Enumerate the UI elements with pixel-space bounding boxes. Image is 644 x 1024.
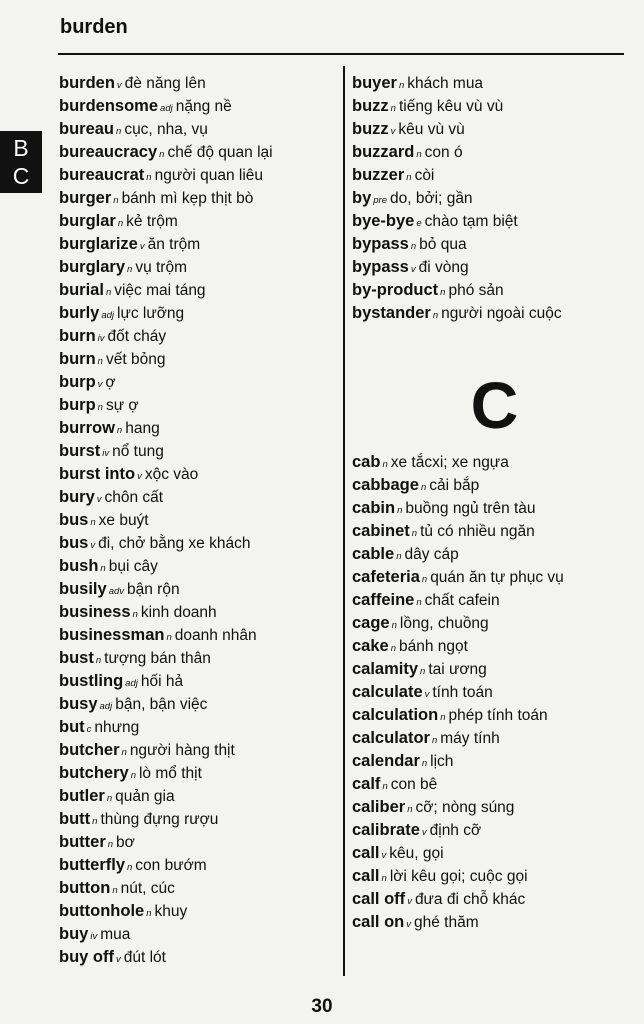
entry-part-of-speech: n — [130, 770, 136, 781]
entry-headword: butter — [59, 833, 106, 851]
dictionary-entry — [59, 923, 339, 946]
entry-definition: xe tắcxi; xe ngựa — [390, 454, 509, 471]
entry-definition: lời kêu gọi; cuộc gọi — [389, 868, 528, 885]
entry-part-of-speech: n — [390, 103, 396, 114]
entry-definition: đi vòng — [418, 259, 469, 276]
entry-definition: bụi cây — [108, 558, 158, 575]
entry-part-of-speech: n — [440, 712, 446, 723]
entry-definition: quản gia — [115, 788, 175, 805]
entry-definition: máy tính — [440, 730, 500, 747]
dictionary-entry — [59, 808, 339, 831]
entry-part-of-speech: n — [97, 402, 103, 413]
entry-part-of-speech: n — [105, 287, 112, 298]
entry-part-of-speech: n — [146, 908, 152, 919]
entry-part-of-speech: v — [137, 471, 142, 482]
entry-definition: tiếng kêu vù vù — [398, 98, 504, 115]
entry-headword: butchery — [59, 764, 129, 782]
entry-definition: người ngoài cuộc — [441, 305, 562, 322]
entry-part-of-speech: v — [406, 919, 412, 930]
entry-part-of-speech: n — [100, 563, 106, 574]
entry-part-of-speech: v — [421, 827, 427, 838]
entry-definition: đưa đi chỗ khác — [414, 891, 526, 908]
entry-definition: định cỡ — [429, 822, 482, 839]
entry-headword: burrow — [59, 419, 115, 437]
entry-headword: businessman — [59, 626, 165, 644]
dictionary-entry — [59, 739, 339, 762]
entry-definition: lịch — [430, 753, 454, 770]
entry-headword: butterfly — [59, 856, 125, 874]
entry-definition: khuy — [154, 903, 188, 920]
entry-headword: bureaucracy — [59, 143, 158, 161]
entry-headword: burly — [59, 304, 100, 322]
dictionary-entry — [59, 233, 339, 256]
entry-headword: bye-bye — [352, 212, 415, 230]
dictionary-entry — [352, 543, 637, 566]
dictionary-entry — [352, 681, 637, 704]
letter-tab — [0, 131, 42, 193]
entry-definition: chế độ quan lại — [167, 144, 273, 161]
entry-headword: calculate — [352, 683, 423, 701]
entry-definition: hang — [125, 420, 160, 437]
dictionary-entry — [59, 279, 339, 302]
entry-part-of-speech: n — [116, 425, 123, 436]
entry-part-of-speech: n — [90, 517, 96, 528]
entry-headword: burglary — [59, 258, 126, 276]
entry-part-of-speech: n — [398, 80, 405, 91]
dictionary-entry — [352, 911, 637, 934]
entry-definition: đi, chở bằng xe khách — [98, 535, 251, 552]
entry-part-of-speech: n — [106, 793, 113, 804]
entry-part-of-speech: n — [97, 356, 103, 367]
entry-headword: bypass — [352, 235, 409, 253]
entry-part-of-speech: n — [410, 241, 417, 252]
entry-headword: bureau — [59, 120, 115, 138]
entry-headword: burger — [59, 189, 112, 207]
page-number: 30 — [311, 996, 333, 1017]
entry-headword: bus — [59, 511, 89, 529]
entry-part-of-speech: v — [97, 379, 103, 390]
entry-part-of-speech: n — [391, 620, 397, 631]
entry-definition: quán ăn tự phục vụ — [430, 569, 564, 586]
entry-part-of-speech: adj — [160, 103, 173, 114]
entry-headword: buzzer — [352, 166, 405, 184]
entry-part-of-speech: v — [410, 264, 416, 275]
dictionary-entry — [59, 256, 339, 279]
dictionary-entry — [352, 796, 637, 819]
entry-headword: buzzard — [352, 143, 415, 161]
entry-part-of-speech: n — [381, 873, 387, 884]
dictionary-entry — [59, 118, 339, 141]
dictionary-entry — [59, 532, 339, 555]
entry-definition: con bướm — [135, 857, 207, 874]
entry-definition: cục, nha, vụ — [124, 121, 208, 138]
entry-headword: bureaucrat — [59, 166, 145, 184]
entry-part-of-speech: n — [406, 172, 412, 183]
entry-part-of-speech: v — [139, 241, 145, 252]
left-column — [59, 72, 339, 969]
dictionary-entry — [59, 486, 339, 509]
entry-part-of-speech: n — [421, 758, 428, 769]
entry-definition: nhưng — [94, 719, 140, 736]
dictionary-entry — [352, 72, 637, 95]
header-rule — [58, 53, 624, 55]
entry-definition: kẻ trộm — [126, 213, 178, 230]
dictionary-entry — [352, 658, 637, 681]
entry-part-of-speech: n — [132, 609, 138, 620]
entry-headword: buttonhole — [59, 902, 145, 920]
entry-part-of-speech: adj — [125, 678, 138, 689]
entry-definition: ợ — [105, 374, 116, 391]
entry-headword: by — [352, 189, 372, 207]
entry-part-of-speech: n — [112, 885, 118, 896]
entry-headword: bustling — [59, 672, 124, 690]
entry-headword: cabbage — [352, 476, 419, 494]
section-spacer — [352, 325, 637, 359]
entry-part-of-speech: adj — [101, 310, 115, 321]
entry-headword: call off — [352, 890, 406, 908]
dictionary-entry — [352, 888, 637, 911]
right-column-top-entries — [352, 72, 637, 325]
entry-definition: kinh doanh — [140, 604, 217, 621]
dictionary-entry — [59, 831, 339, 854]
entry-headword: button — [59, 879, 111, 897]
dictionary-entry — [352, 164, 637, 187]
entry-part-of-speech: iv — [90, 931, 98, 942]
entry-definition: việc mai táng — [114, 282, 206, 299]
entry-headword: burn — [59, 350, 96, 368]
entry-part-of-speech: n — [107, 839, 114, 850]
dictionary-entry — [352, 773, 637, 796]
entry-headword: by-product — [352, 281, 439, 299]
entry-definition: bận rộn — [127, 581, 180, 598]
entry-headword: calamity — [352, 660, 419, 678]
dictionary-entry — [59, 463, 339, 486]
entry-definition: phó sản — [448, 282, 504, 299]
entry-headword: burp — [59, 396, 96, 414]
entry-headword: burden — [59, 74, 115, 92]
entry-definition: kêu vù vù — [398, 121, 465, 138]
entry-headword: bystander — [352, 304, 431, 322]
entry-definition: xộc vào — [144, 466, 199, 483]
dictionary-entry — [59, 670, 339, 693]
dictionary-entry — [59, 164, 339, 187]
entry-headword: cafeteria — [352, 568, 420, 586]
dictionary-entry — [59, 555, 339, 578]
entry-headword: buzz — [352, 97, 389, 115]
dictionary-entry — [59, 440, 339, 463]
column-divider — [343, 66, 345, 976]
entry-headword: calibrate — [352, 821, 420, 839]
dictionary-entry — [59, 417, 339, 440]
entry-headword: burn — [59, 327, 96, 345]
dictionary-entry — [352, 520, 637, 543]
dictionary-entry — [59, 509, 339, 532]
entry-part-of-speech: n — [113, 195, 119, 206]
entry-part-of-speech: n — [382, 459, 388, 470]
entry-definition: con ó — [424, 144, 463, 161]
dictionary-entry — [352, 704, 637, 727]
entry-headword: burglar — [59, 212, 116, 230]
entry-definition: cỡ; nòng súng — [415, 799, 515, 816]
entry-part-of-speech: v — [116, 80, 122, 91]
entry-definition: nặng nề — [175, 98, 232, 115]
entry-part-of-speech: v — [96, 494, 102, 505]
entry-part-of-speech: n — [421, 574, 428, 585]
entry-definition: còi — [414, 167, 435, 184]
dictionary-entry — [352, 210, 637, 233]
dictionary-entry — [352, 750, 637, 773]
entry-part-of-speech: n — [390, 643, 397, 654]
entry-definition: thùng đựng rượu — [100, 811, 219, 828]
entry-definition: bơ — [116, 834, 135, 851]
dictionary-entry — [352, 141, 637, 164]
dictionary-entry — [352, 187, 637, 210]
entry-part-of-speech: n — [159, 149, 165, 160]
entry-headword: busy — [59, 695, 98, 713]
entry-part-of-speech: v — [424, 689, 430, 700]
dictionary-entry — [59, 325, 339, 348]
entry-part-of-speech: v — [407, 896, 412, 907]
dictionary-entry — [352, 589, 637, 612]
dictionary-entry — [352, 256, 637, 279]
entry-definition: phép tính toán — [448, 707, 548, 724]
entry-definition: đốt cháy — [107, 328, 167, 345]
dictionary-entry — [59, 371, 339, 394]
entry-definition: vụ trộm — [135, 259, 188, 276]
entry-headword: buy — [59, 925, 89, 943]
entry-headword: bury — [59, 488, 95, 506]
entry-definition: bánh ngọt — [399, 638, 468, 655]
entry-part-of-speech: n — [407, 804, 413, 815]
entry-definition: mua — [100, 926, 131, 943]
entry-part-of-speech: n — [95, 655, 102, 666]
dictionary-entry — [59, 578, 339, 601]
entry-headword: bus — [59, 534, 89, 552]
dictionary-entry — [352, 302, 637, 325]
entry-definition: tủ có nhiều ngăn — [420, 523, 535, 540]
entry-definition: đè năng lên — [124, 75, 206, 92]
entry-definition: ghé thăm — [414, 914, 479, 931]
entry-part-of-speech: n — [416, 597, 422, 608]
entry-part-of-speech: adj — [99, 701, 113, 712]
entry-headword: business — [59, 603, 131, 621]
entry-headword: cable — [352, 545, 395, 563]
entry-definition: lò mổ thịt — [138, 765, 202, 782]
dictionary-entry — [352, 118, 637, 141]
entry-definition: chôn cất — [104, 489, 164, 506]
entry-headword: call — [352, 844, 380, 862]
entry-headword: calculator — [352, 729, 430, 747]
entry-part-of-speech: n — [397, 505, 403, 516]
entry-headword: calculation — [352, 706, 439, 724]
dictionary-entry — [59, 95, 339, 118]
entry-headword: but — [59, 718, 85, 736]
dictionary-entry — [352, 566, 637, 589]
dictionary-entry — [352, 233, 637, 256]
entry-headword: caliber — [352, 798, 406, 816]
dictionary-entry — [352, 727, 637, 750]
right-column-bottom-entries — [352, 451, 637, 934]
entry-definition: tính toán — [432, 684, 493, 701]
entry-part-of-speech: v — [390, 126, 396, 137]
entry-definition: do, bởi; gần — [390, 190, 473, 207]
entry-headword: burdensome — [59, 97, 159, 115]
entry-headword: cake — [352, 637, 389, 655]
entry-part-of-speech: n — [420, 482, 427, 493]
dictionary-entry — [59, 210, 339, 233]
entry-part-of-speech: v — [381, 850, 387, 861]
entry-part-of-speech: n — [166, 632, 172, 643]
entry-headword: busily — [59, 580, 107, 598]
entry-part-of-speech: n — [431, 735, 438, 746]
entry-definition: người quan liêu — [154, 167, 264, 184]
dictionary-entry — [59, 141, 339, 164]
entry-part-of-speech: n — [420, 666, 426, 677]
dictionary-entry — [59, 72, 339, 95]
dictionary-entry — [59, 900, 339, 923]
entry-part-of-speech: n — [92, 816, 98, 827]
section-letter-heading: C — [470, 368, 519, 442]
entry-headword: butt — [59, 810, 91, 828]
entry-definition: buồng ngủ trên tàu — [405, 500, 536, 517]
dictionary-entry — [59, 601, 339, 624]
entry-headword: butcher — [59, 741, 120, 759]
dictionary-entry — [59, 187, 339, 210]
entry-definition: doanh nhân — [174, 627, 257, 644]
entry-part-of-speech: n — [116, 126, 122, 137]
right-column — [352, 72, 637, 934]
dictionary-entry — [352, 474, 637, 497]
entry-headword: burst — [59, 442, 101, 460]
entry-definition: người hàng thịt — [129, 742, 235, 759]
entry-definition: cải bắp — [429, 477, 480, 494]
entry-part-of-speech: n — [416, 149, 422, 160]
entry-headword: burst into — [59, 465, 136, 483]
dictionary-entry — [59, 785, 339, 808]
dictionary-entry — [59, 302, 339, 325]
entry-definition: nổ tung — [112, 443, 164, 460]
letter-tab-b: B — [13, 135, 29, 161]
entry-part-of-speech: n — [432, 310, 439, 321]
entry-part-of-speech: v — [116, 954, 121, 965]
dictionary-entry — [352, 635, 637, 658]
entry-headword: cage — [352, 614, 390, 632]
dictionary-entry — [352, 612, 637, 635]
entry-headword: caffeine — [352, 591, 415, 609]
entry-definition: chất cafein — [424, 592, 500, 609]
entry-headword: calendar — [352, 752, 420, 770]
entry-part-of-speech: adv — [108, 586, 125, 597]
entry-definition: chào tạm biệt — [424, 213, 518, 230]
letter-tab-c: C — [12, 163, 30, 189]
entry-definition: kêu, gọi — [389, 845, 444, 862]
dictionary-entry — [59, 877, 339, 900]
entry-definition: bánh mì kẹp thịt bò — [121, 190, 254, 207]
page-guide-word: burden — [60, 16, 128, 38]
entry-definition: đút lót — [123, 949, 166, 966]
entry-part-of-speech: c — [86, 724, 92, 735]
dictionary-entry — [352, 842, 637, 865]
entry-headword: call — [352, 867, 380, 885]
entry-definition: sự ợ — [105, 397, 139, 414]
entry-definition: dây cáp — [404, 546, 459, 563]
entry-part-of-speech: iv — [97, 333, 105, 344]
entry-definition: tượng bán thân — [104, 650, 211, 667]
entry-part-of-speech: v — [90, 540, 96, 551]
entry-headword: buyer — [352, 74, 397, 92]
entry-part-of-speech: n — [411, 528, 418, 539]
entry-headword: buzz — [352, 120, 389, 138]
dictionary-entry — [352, 819, 637, 842]
dictionary-entry — [59, 716, 339, 739]
entry-part-of-speech: n — [121, 747, 127, 758]
entry-definition: tai ương — [428, 661, 487, 678]
entry-part-of-speech: n — [396, 551, 402, 562]
entry-headword: bush — [59, 557, 99, 575]
entry-part-of-speech: n — [440, 287, 446, 298]
entry-part-of-speech: n — [382, 781, 388, 792]
entry-headword: bypass — [352, 258, 409, 276]
entry-part-of-speech: n — [127, 264, 133, 275]
dictionary-entry — [59, 348, 339, 371]
dictionary-entry — [59, 762, 339, 785]
entry-headword: burp — [59, 373, 96, 391]
entry-definition: ăn trộm — [147, 236, 201, 253]
dictionary-entry — [59, 946, 339, 969]
dictionary-entry — [59, 854, 339, 877]
entry-headword: cabinet — [352, 522, 410, 540]
entry-part-of-speech: iv — [102, 448, 110, 459]
dictionary-entry — [59, 693, 339, 716]
dictionary-entry — [59, 647, 339, 670]
entry-headword: call on — [352, 913, 405, 931]
entry-headword: cab — [352, 453, 381, 471]
entry-definition: xe buýt — [98, 512, 149, 529]
entry-definition: vết bỏng — [105, 351, 166, 368]
entry-definition: lực lưỡng — [117, 305, 185, 322]
entry-headword: burial — [59, 281, 104, 299]
dictionary-entry — [352, 279, 637, 302]
entry-headword: cabin — [352, 499, 396, 517]
dictionary-entry — [59, 394, 339, 417]
dictionary-entry — [352, 451, 637, 474]
entry-definition: bận, bận việc — [115, 696, 208, 713]
entry-definition: con bê — [390, 776, 438, 793]
entry-headword: bust — [59, 649, 94, 667]
entry-headword: buy off — [59, 948, 114, 966]
dictionary-entry — [59, 624, 339, 647]
entry-definition: bỏ qua — [419, 236, 467, 253]
entry-headword: calf — [352, 775, 381, 793]
dictionary-entry — [352, 865, 637, 888]
entry-part-of-speech: n — [127, 862, 133, 873]
entry-definition: khách mua — [407, 75, 484, 92]
entry-part-of-speech: n — [146, 172, 152, 183]
entry-definition: hối hả — [140, 673, 184, 690]
entry-part-of-speech: e — [416, 218, 422, 229]
entry-definition: lồng, chuồng — [399, 615, 489, 632]
entry-definition: nút, cúc — [120, 880, 175, 897]
dictionary-entry — [352, 497, 637, 520]
dictionary-entry — [352, 95, 637, 118]
entry-headword: butler — [59, 787, 105, 805]
entry-headword: burglarize — [59, 235, 138, 253]
entry-part-of-speech: n — [117, 218, 124, 229]
entry-part-of-speech: pre — [373, 195, 387, 206]
